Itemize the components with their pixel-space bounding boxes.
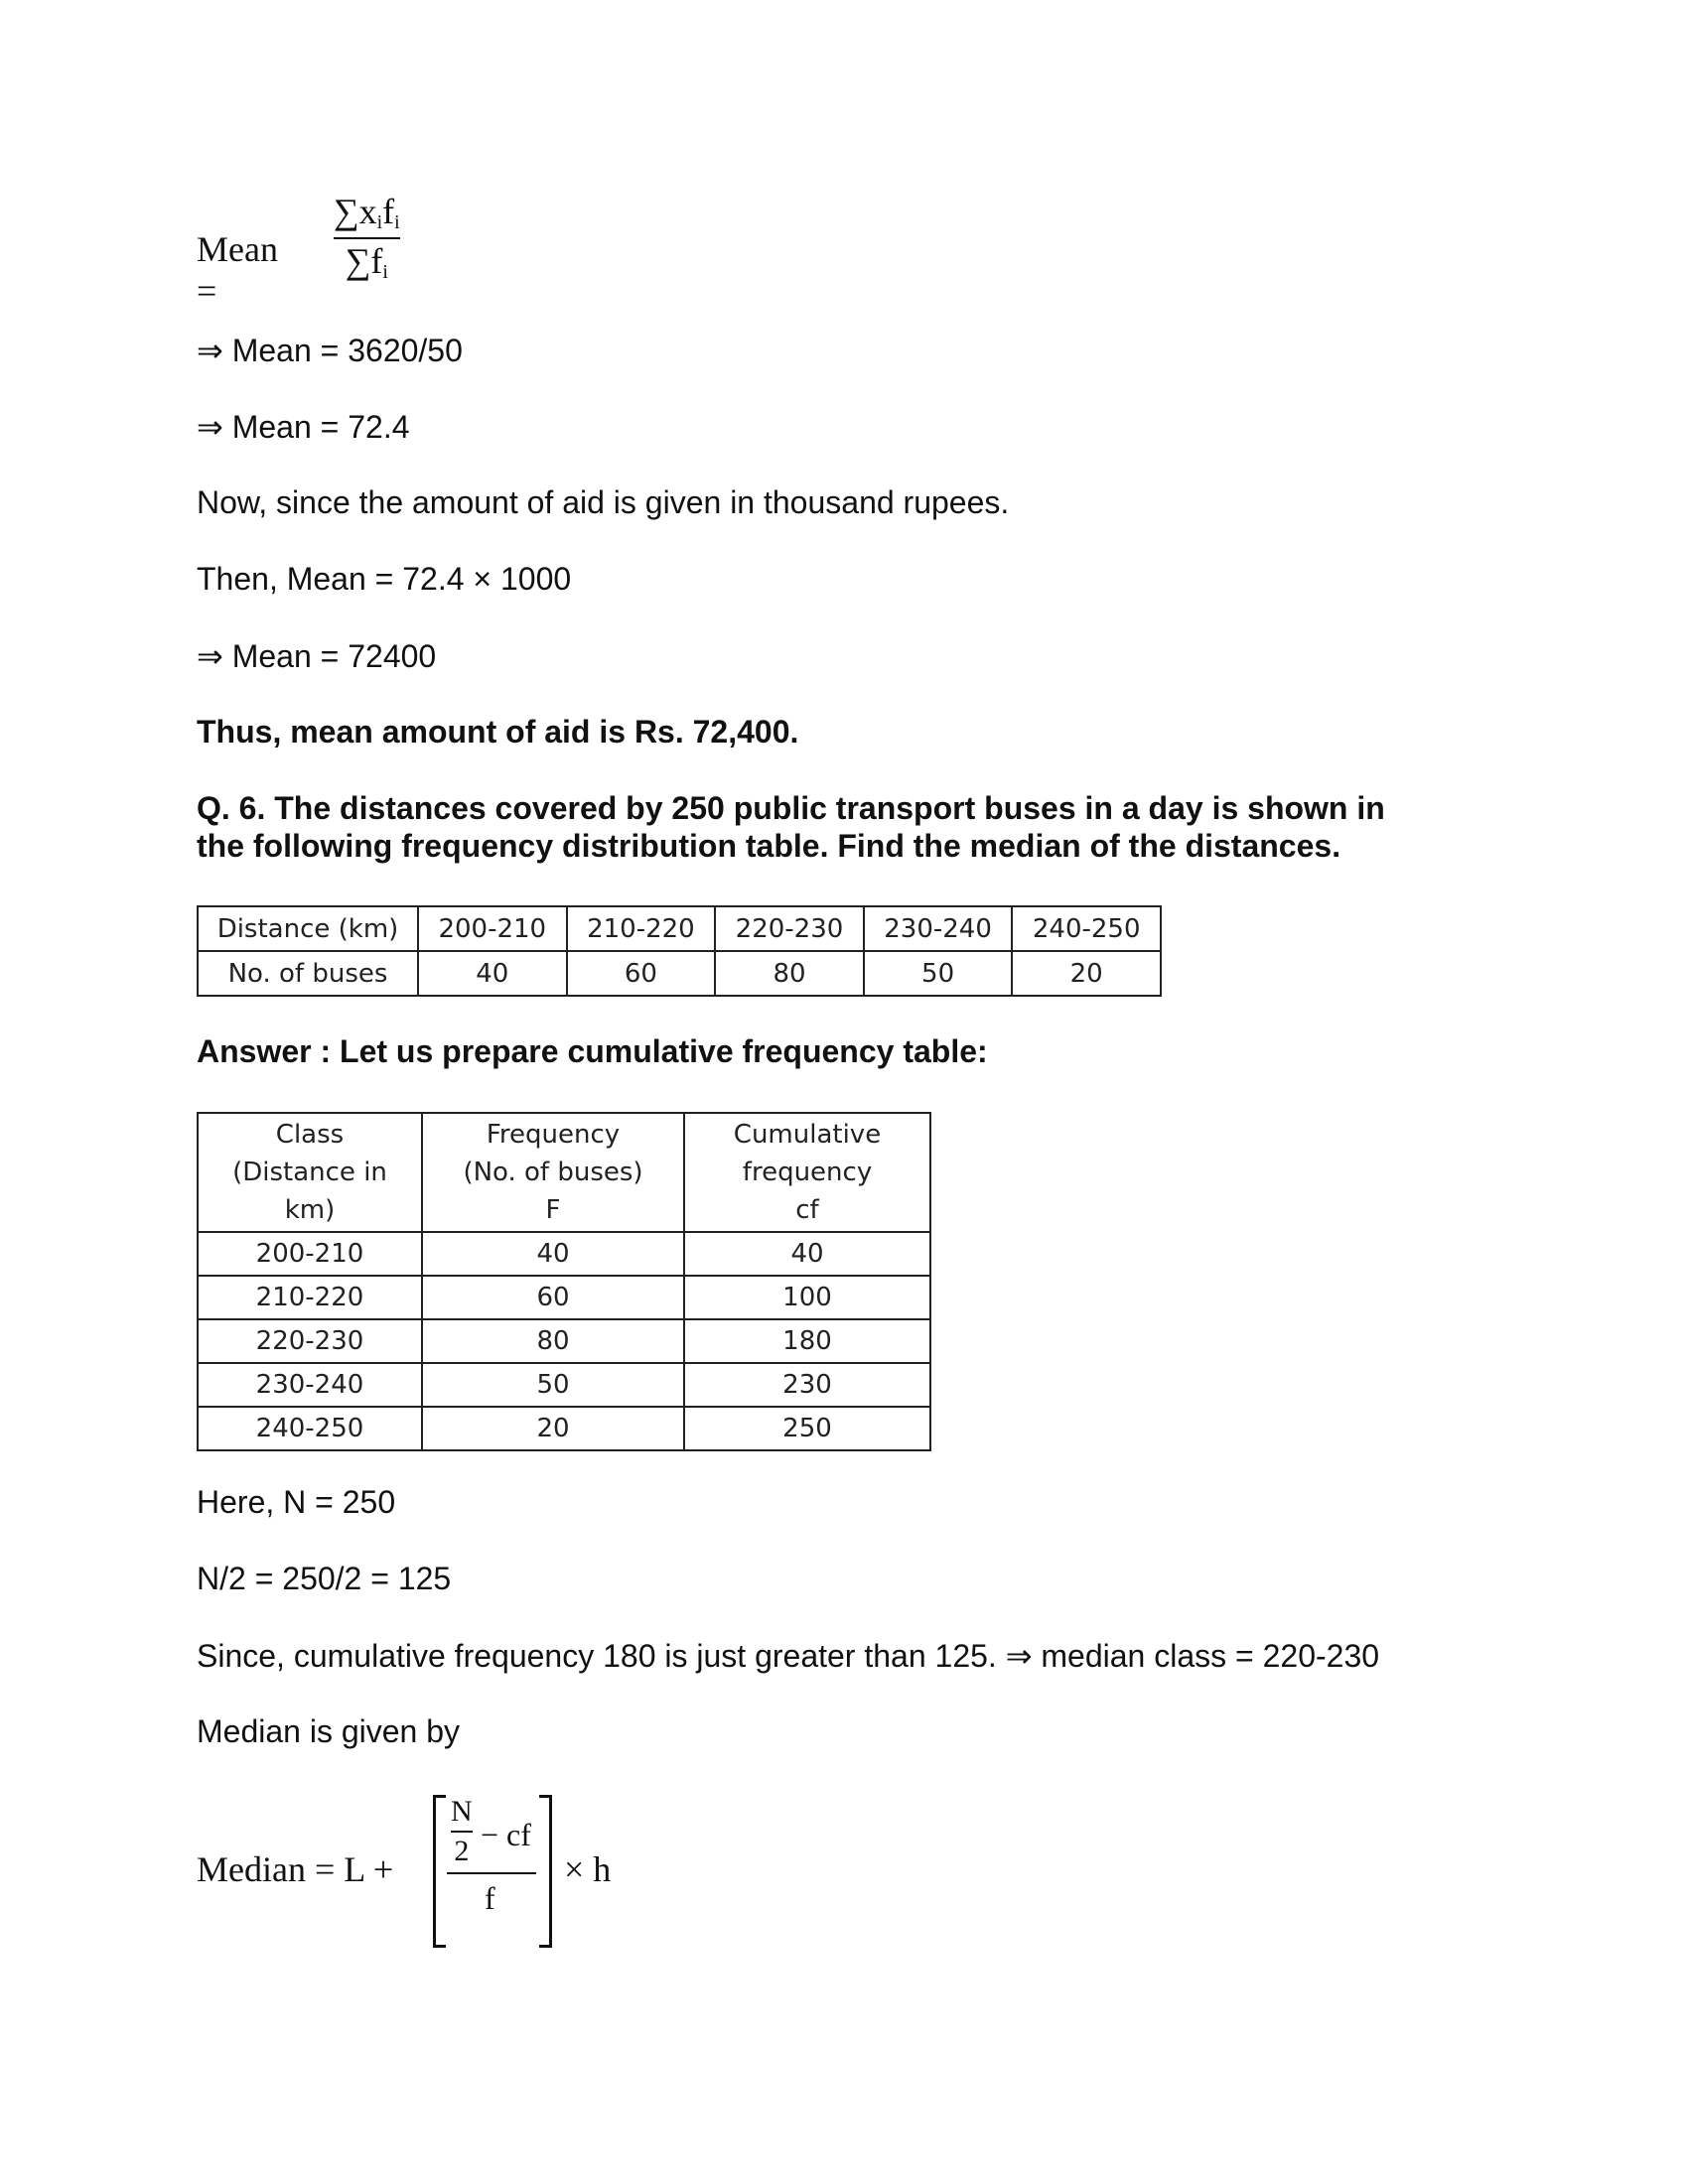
class-cell: 200-210 <box>418 906 567 951</box>
frequency-cell: 60 <box>422 1276 684 1319</box>
median-formula-lhs: Median = L + <box>197 1849 394 1889</box>
mean-final-line: ⇒ Mean = 72400 <box>197 638 437 674</box>
here-n-line: Here, N = 250 <box>197 1484 396 1520</box>
median-formula <box>197 1795 693 1944</box>
distance-row <box>198 906 1161 951</box>
class-cell: 210-220 <box>198 1276 422 1319</box>
median-given-line: Median is given by <box>197 1713 461 1749</box>
cf-cell: 40 <box>684 1232 930 1276</box>
minus-cf: − cf <box>481 1817 531 1852</box>
question-line-1: Q. 6. The distances covered by 250 public transport buses in a day is shown in <box>197 790 1385 826</box>
two-symbol: 2 <box>454 1835 470 1867</box>
table-row <box>198 1276 930 1319</box>
distance-header-cell: Distance (km) <box>198 906 418 951</box>
fraction-bar <box>451 1831 473 1833</box>
question-line-2: the following frequency distribution table. Find the median of the distances. <box>197 828 1341 864</box>
buses-header-cell: No. of buses <box>198 951 418 996</box>
answer-intro-line: Answer : Let us prepare cumulative frequency table: <box>197 1033 988 1069</box>
mean-formula-fraction <box>334 194 400 282</box>
median-formula-fraction <box>445 1797 540 1942</box>
buses-cell: 20 <box>1012 951 1161 996</box>
class-cell: 220-230 <box>715 906 864 951</box>
frequency-cell: 50 <box>422 1363 684 1407</box>
table-row <box>198 1407 930 1450</box>
f-symbol: f <box>485 1880 495 1916</box>
buses-cell: 50 <box>864 951 1013 996</box>
table-header-row <box>198 1113 930 1232</box>
buses-cell: 40 <box>418 951 567 996</box>
mean-formula-numerator: $\sum x_if_i$ <box>334 192 400 233</box>
mean-formula-lhs: Mean = <box>197 229 278 311</box>
since-cf-line: Since, cumulative frequency 180 is just greater than 125. ⇒ median class = 220-230 <box>197 1638 1380 1674</box>
class-cell: 220-230 <box>198 1319 422 1363</box>
class-cell: 230-240 <box>198 1363 422 1407</box>
class-cell: 240-250 <box>198 1407 422 1450</box>
header-class-cell: Class (Distance in km) <box>198 1113 422 1232</box>
n-half-line: N/2 = 250/2 = 125 <box>197 1561 452 1596</box>
table-row <box>198 1319 930 1363</box>
fraction-bar <box>334 237 400 239</box>
cf-cell: 250 <box>684 1407 930 1450</box>
cf-cell: 230 <box>684 1363 930 1407</box>
distance-table <box>197 905 1162 997</box>
conclusion-line: Thus, mean amount of aid is Rs. 72,400. <box>197 714 799 750</box>
right-bracket <box>539 1795 552 1948</box>
header-cf-cell: Cumulative frequency cf <box>684 1113 930 1232</box>
table-row <box>198 1363 930 1407</box>
class-cell: 230-240 <box>864 906 1013 951</box>
cf-cell: 100 <box>684 1276 930 1319</box>
buses-row <box>198 951 1161 996</box>
main-fraction-bar <box>447 1872 536 1874</box>
cumulative-frequency-table <box>197 1112 931 1451</box>
class-cell: 240-250 <box>1012 906 1161 951</box>
frequency-cell: 40 <box>422 1232 684 1276</box>
cf-cell: 180 <box>684 1319 930 1363</box>
n-symbol: N <box>451 1795 473 1828</box>
mean-value-line: ⇒ Mean = 72.4 <box>197 409 410 445</box>
class-cell: 210-220 <box>567 906 716 951</box>
n-over-2 <box>451 1797 473 1866</box>
mean-formula-denominator: $\sum f_i$ <box>345 240 388 283</box>
frequency-cell: 20 <box>422 1407 684 1450</box>
then-mean-line: Then, Mean = 72.4 × 1000 <box>197 561 572 597</box>
table-row <box>198 1232 930 1276</box>
header-frequency-cell: Frequency (No. of buses) F <box>422 1113 684 1232</box>
mean-fraction-line: ⇒ Mean = 3620/50 <box>197 333 463 368</box>
class-cell: 200-210 <box>198 1232 422 1276</box>
buses-cell: 80 <box>715 951 864 996</box>
aid-note-line: Now, since the amount of aid is given in thousand rupees. <box>197 484 1010 520</box>
frequency-cell: 80 <box>422 1319 684 1363</box>
times-h: × h <box>564 1849 612 1889</box>
buses-cell: 60 <box>567 951 716 996</box>
